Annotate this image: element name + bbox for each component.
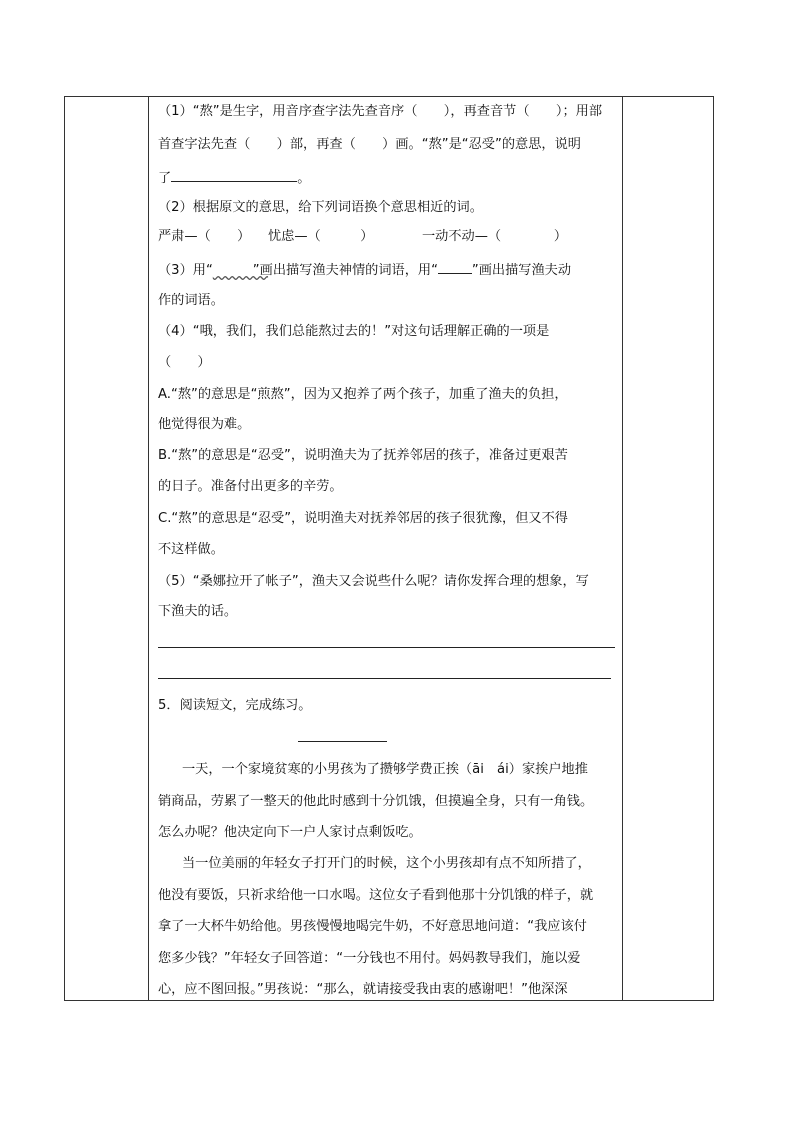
q4-sub1-line1: （1）“熬”是生字，用音序查字法先查音序（ ），再查音节（ ）；用部 [158,104,603,119]
wavy-line-symbol [213,261,253,275]
answer-line-2[interactable] [158,678,611,679]
q4-sub3-line1 [158,259,571,281]
option-b-line1: B.“熬”的意思是“忍受”，说明渔夫为了抚养邻居的孩子，准备过更艰苦 [158,448,568,463]
passage-p2-line4: 您多少钱？”年轻女子回答道：“一分钱也不用付。妈妈教导我们，施以爱 [158,951,581,966]
q4-sub2-word2: 忧虑—（ ） [268,229,374,244]
q4-sub1-line3-end: 。 [297,171,311,186]
answer-blank[interactable] [171,167,297,182]
option-a-line2: 他觉得很为难。 [158,417,251,432]
option-c-line1: C.“熬”的意思是“忍受”，说明渔夫对抚养邻居的孩子很犹豫，但又不得 [158,511,568,526]
q4-sub2-word3: 一动不动—（ ） [422,229,568,244]
q5-heading: 5．阅读短文，完成练习。 [158,698,312,713]
q4-sub3-part3: ”画出描写渔夫动 [471,263,572,278]
q4-sub1-line3 [158,167,310,189]
q4-sub3-part2: ”画出描写渔夫神情的词语，用“ [252,263,438,278]
option-c-line2: 不这样做。 [158,542,224,557]
passage-p1-line1: 一天，一个家境贫寒的小男孩为了攒够学费正挨（āi ái）家挨户地推 [182,762,588,777]
q4-sub5-line2: 下渔夫的话。 [158,604,238,619]
option-b-line2: 的日子。准备付出更多的辛劳。 [158,479,343,494]
passage-p1-line3: 怎么办呢？他决定向下一户人家讨点剩饭吃。 [158,825,422,840]
passage-title-blank[interactable] [298,741,387,742]
column-divider-right [622,96,623,1001]
q4-sub3-part1: （3）用“ [158,263,213,278]
q4-sub3-line2: 作的词语。 [158,293,224,308]
answer-line-1[interactable] [158,647,615,648]
column-divider-left [148,96,149,1001]
q4-sub2-word1: 严肃—（ ） [158,229,251,244]
passage-p1-line2: 销商品，劳累了一整天的他此时感到十分饥饿，但摸遍全身，只有一角钱。 [158,794,594,809]
passage-p2-line5: 心，应不图回报。”男孩说：“那么，就请接受我由衷的感谢吧！”他深深 [158,982,568,997]
q4-sub1-line3-start: 了 [158,171,172,186]
passage-p2-line3: 拿了一大杯牛奶给他。男孩慢慢地喝完牛奶，不好意思地问道：“我应该付 [158,919,587,934]
q4-sub5-line1: （5）“桑娜拉开了帐子”，渔夫又会说些什么呢？请你发挥合理的想象，写 [158,574,589,589]
passage-p2-line2: 他没有要饭，只祈求给他一口水喝。这位女子看到他那十分饥饿的样子，就 [158,888,594,903]
q4-sub4-line1: （4）“哦，我们，我们总能熬过去的！”对这句话理解正确的一项是 [158,324,550,339]
option-a-line1: A.“熬”的意思是“煎熬”，因为又抱养了两个孩子，加重了渔夫的负担， [158,387,568,402]
q4-sub4-line2: （ ） [158,355,211,370]
passage-p2-line1: 当一位美丽的年轻女子打开门的时候，这个小男孩却有点不知所措了， [182,856,591,871]
q4-sub2-instruction: （2）根据原文的意思，给下列词语换个意思相近的词。 [158,200,483,215]
straight-line-symbol [438,259,472,274]
q4-sub1-line2: 首查字法先查（ ）部，再查（ ）画。“熬”是“忍受”的意思，说明 [158,137,581,152]
